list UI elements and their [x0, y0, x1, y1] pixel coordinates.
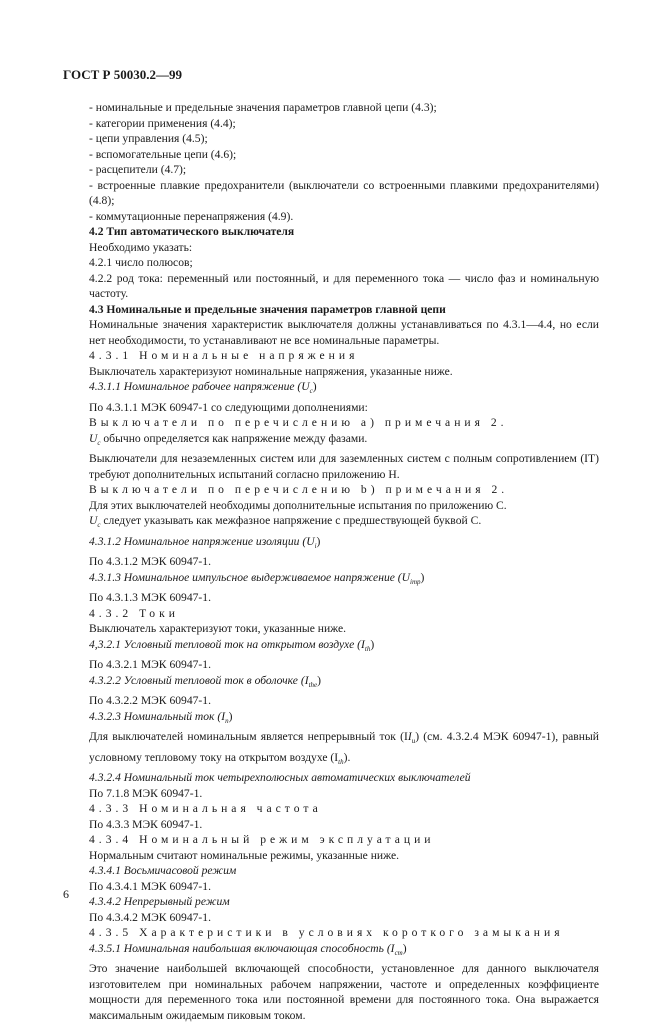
list-item: - расцепители (4.7);	[89, 163, 187, 176]
document-code: ГОСТ Р 50030.2—99	[63, 67, 182, 82]
clause-heading: 4.3.1.2 Номинальное напряжение изоляции $(U_i)$	[89, 534, 321, 550]
subsection-heading: 4.3.5 Характеристики в условиях короткого замыкания	[89, 926, 564, 939]
list-item: - коммутационные перенапряжения (4.9).	[89, 209, 294, 223]
paragraph: $U_c$ обычно определяется как напряжение между фазами.	[89, 431, 368, 447]
list-item: - цепи управления (4.5);	[89, 132, 208, 145]
clause-heading: 4.3.1.1 Номинальное рабочее напряжение $(U_c)$	[89, 380, 317, 395]
paragraph: Выключатели для незаземленных систем или для заземленных систем с полным сопротивлением (IT) требуют дополнительных испытаний согласно приложению Н.	[89, 452, 599, 481]
list-item: - категории применения (4.4);	[89, 116, 236, 130]
list-item: - встроенные плавкие предохранители (выключатели со встроенными плавкими предохранителями) (4.8);	[89, 178, 599, 207]
clause-heading: 4.3.2.3 Номинальный ток $(I_n)$	[89, 709, 233, 725]
subsection-heading: 4.3.4 Номинальный режим эксплуатации	[89, 833, 435, 846]
paragraph: Выключатели по перечислению а) примечания 2.	[89, 416, 508, 429]
document-body	[63, 100, 599, 1023]
paragraph: 4.2.2 род тока: переменный или постоянный, и для переменного тока — число фаз и номинальную частоту.	[89, 271, 599, 300]
paragraph: Для выключателей номинальным является непрерывный ток $(II_u)$ (см. 4.3.2.4 МЭК 60947-1), равный условному тепловому току на открытом воздухе $(I_{th})$.	[89, 730, 599, 766]
paragraph: Выключатели по перечислению b) примечания 2.	[89, 483, 509, 496]
clause-heading: 4.3.1.3 Номинальное импульсное выдерживаемое напряжение $(U_{imp})$	[89, 570, 425, 586]
clause-heading: 4.3.4.1 Восьмичасовой режим	[89, 864, 237, 877]
subsection-heading: 4.3.2 Токи	[89, 606, 179, 620]
section-heading: 4.3 Номинальные и предельные значения параметров главной цепи	[89, 302, 446, 316]
paragraph: По 4.3.2.2 МЭК 60947-1.	[89, 694, 211, 707]
paragraph: По 4.3.4.1 МЭК 60947-1.	[89, 879, 211, 893]
subsection-heading: 4.3.1 Номинальные напряжения	[89, 349, 359, 362]
paragraph: По 4.3.2.1 МЭК 60947-1.	[89, 658, 211, 671]
paragraph: По 4.3.4.2 МЭК 60947-1.	[89, 910, 211, 924]
clause-heading: 4.3.5.1 Номинальная наибольшая включающая способность $(I_{cm})$	[89, 941, 407, 957]
page-number: 6	[63, 887, 69, 901]
paragraph: Выключатель характеризуют номинальные напряжения, указанные ниже.	[89, 364, 453, 378]
clause-heading: 4.3.2.4 Номинальный ток четырехполюсных автоматических выключателей	[89, 771, 471, 784]
paragraph: По 7.1.8 МЭК 60947-1.	[89, 786, 203, 800]
section-heading: 4.2 Тип автоматического выключателя	[89, 225, 295, 238]
paragraph: По 4.3.1.1 МЭК 60947-1 со следующими дополнениями:	[89, 400, 368, 414]
clause-heading: 4.3.4.2 Непрерывный режим	[89, 895, 230, 908]
paragraph: По 4.3.3 МЭК 60947-1.	[89, 817, 203, 831]
list-item: - номинальные и предельные значения параметров главной цепи (4.3);	[89, 101, 437, 114]
paragraph: Номинальные значения характеристик выключателя должны устанавливаться по 4.3.1—4.4, но если нет необходимости, то устанавливают не все номинальные параметры.	[89, 318, 599, 347]
paragraph: Выключатель характеризуют токи, указанные ниже.	[89, 622, 347, 635]
clause-heading: 4,3.2.1 Условный тепловой ток на открытом воздухе $(I_{th})$	[89, 637, 375, 653]
paragraph: Необходимо указать:	[89, 240, 193, 254]
subsection-heading: 4.3.3 Номинальная частота	[89, 802, 322, 815]
paragraph: По 4.3.1.2 МЭК 60947-1.	[89, 555, 211, 568]
paragraph: Для этих выключателей необходимы дополнительные испытания по приложению С.	[89, 498, 507, 512]
paragraph: Нормальным считают номинальные режимы, указанные ниже.	[89, 848, 400, 862]
paragraph: 4.2.1 число полюсов;	[89, 256, 193, 269]
paragraph: Это значение наибольшей включающей способности, установленное для данного выключателя изготовителем при номинальных рабочем напряжении, частоте и определенных коэффициенте мощности для переменного тока или постоянной времени для постоянного тока. Она выражается максимальным ожидаемым пиковым током.	[89, 962, 599, 1022]
list-item: - вспомогательные цепи (4.6);	[89, 147, 237, 161]
paragraph: По 4.3.1.3 МЭК 60947-1.	[89, 591, 211, 604]
clause-heading: 4.3.2.2 Условный тепловой ток в оболочке $(I_{the})$	[89, 673, 322, 689]
paragraph: $U_c$ следует указывать как межфазное напряжение с предшествующей буквой С.	[89, 514, 482, 529]
